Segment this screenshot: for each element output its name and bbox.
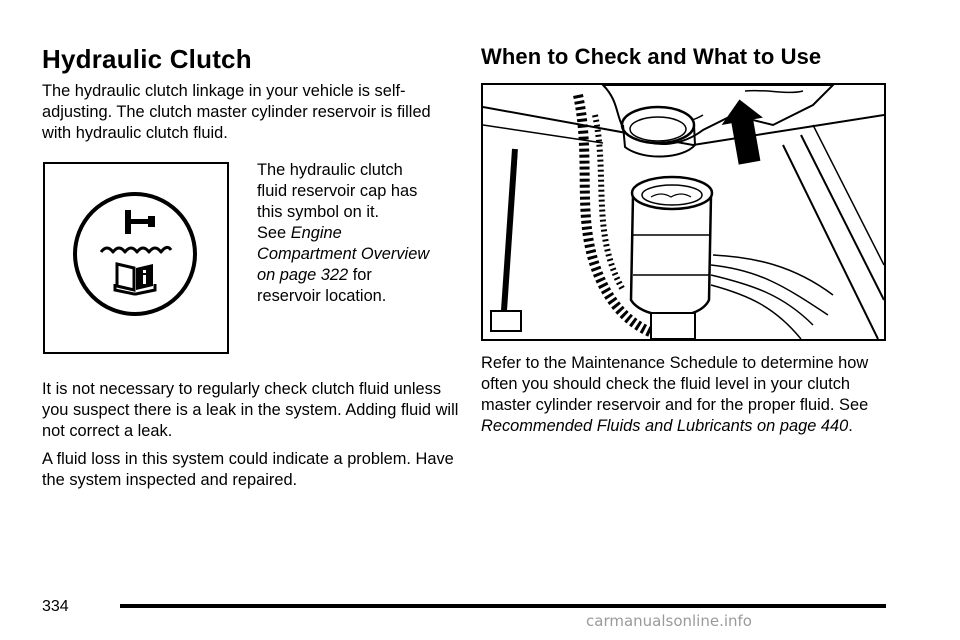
- section-title-hydraulic-clutch: Hydraulic Clutch: [42, 44, 252, 74]
- clutch-fluid-symbol-icon: [45, 164, 227, 352]
- footer-rule: [120, 604, 886, 608]
- symbol-caption-line: this symbol on it.: [257, 203, 380, 221]
- symbol-caption: [257, 160, 457, 307]
- refer-end: .: [848, 417, 853, 435]
- symbol-caption-line: fluid reservoir cap has: [257, 182, 418, 200]
- reservoir-cap-illustration: [483, 85, 884, 339]
- symbol-caption-see-line: [257, 223, 457, 244]
- symbol-caption-line: reservoir location.: [257, 287, 387, 305]
- intro-paragraph: The hydraulic clutch linkage in your vehicle is self-adjusting. The clutch master cylinder reservoir is filled with hydraulic clutch fluid.: [42, 82, 431, 142]
- for-text: for: [348, 266, 372, 284]
- refer-paragraph: [481, 353, 901, 437]
- fluid-loss-paragraph: A fluid loss in this system could indicate a problem. Have the system inspected and repaired.: [42, 450, 454, 489]
- reservoir-illustration-frame: [481, 83, 886, 341]
- section-title-when-to-check: When to Check and What to Use: [481, 44, 822, 69]
- engine-ref-link-part[interactable]: Compartment Overview: [257, 245, 430, 263]
- recommended-fluids-ref-link[interactable]: Recommended Fluids and Lubricants on page 440: [481, 417, 849, 435]
- symbol-caption-line: The hydraulic clutch: [257, 161, 403, 179]
- page-number: 334: [42, 598, 69, 615]
- engine-ref-link-part[interactable]: on page 322: [257, 266, 349, 284]
- watermark: carmanualsonline.info: [586, 612, 752, 630]
- see-text: See: [257, 224, 291, 242]
- check-paragraph: It is not necessary to regularly check clutch fluid unless you suspect there is a leak in the system. Adding fluid will not correct a leak.: [42, 380, 459, 440]
- clutch-fluid-symbol-box: [43, 162, 229, 354]
- engine-ref-link-part[interactable]: Engine: [290, 224, 342, 242]
- refer-text: Refer to the Maintenance Schedule to determine how often you should check the fluid level in your clutch master cylinder reservoir and for the proper fluid. See: [481, 354, 869, 414]
- symbol-caption-ref-line: [257, 265, 457, 286]
